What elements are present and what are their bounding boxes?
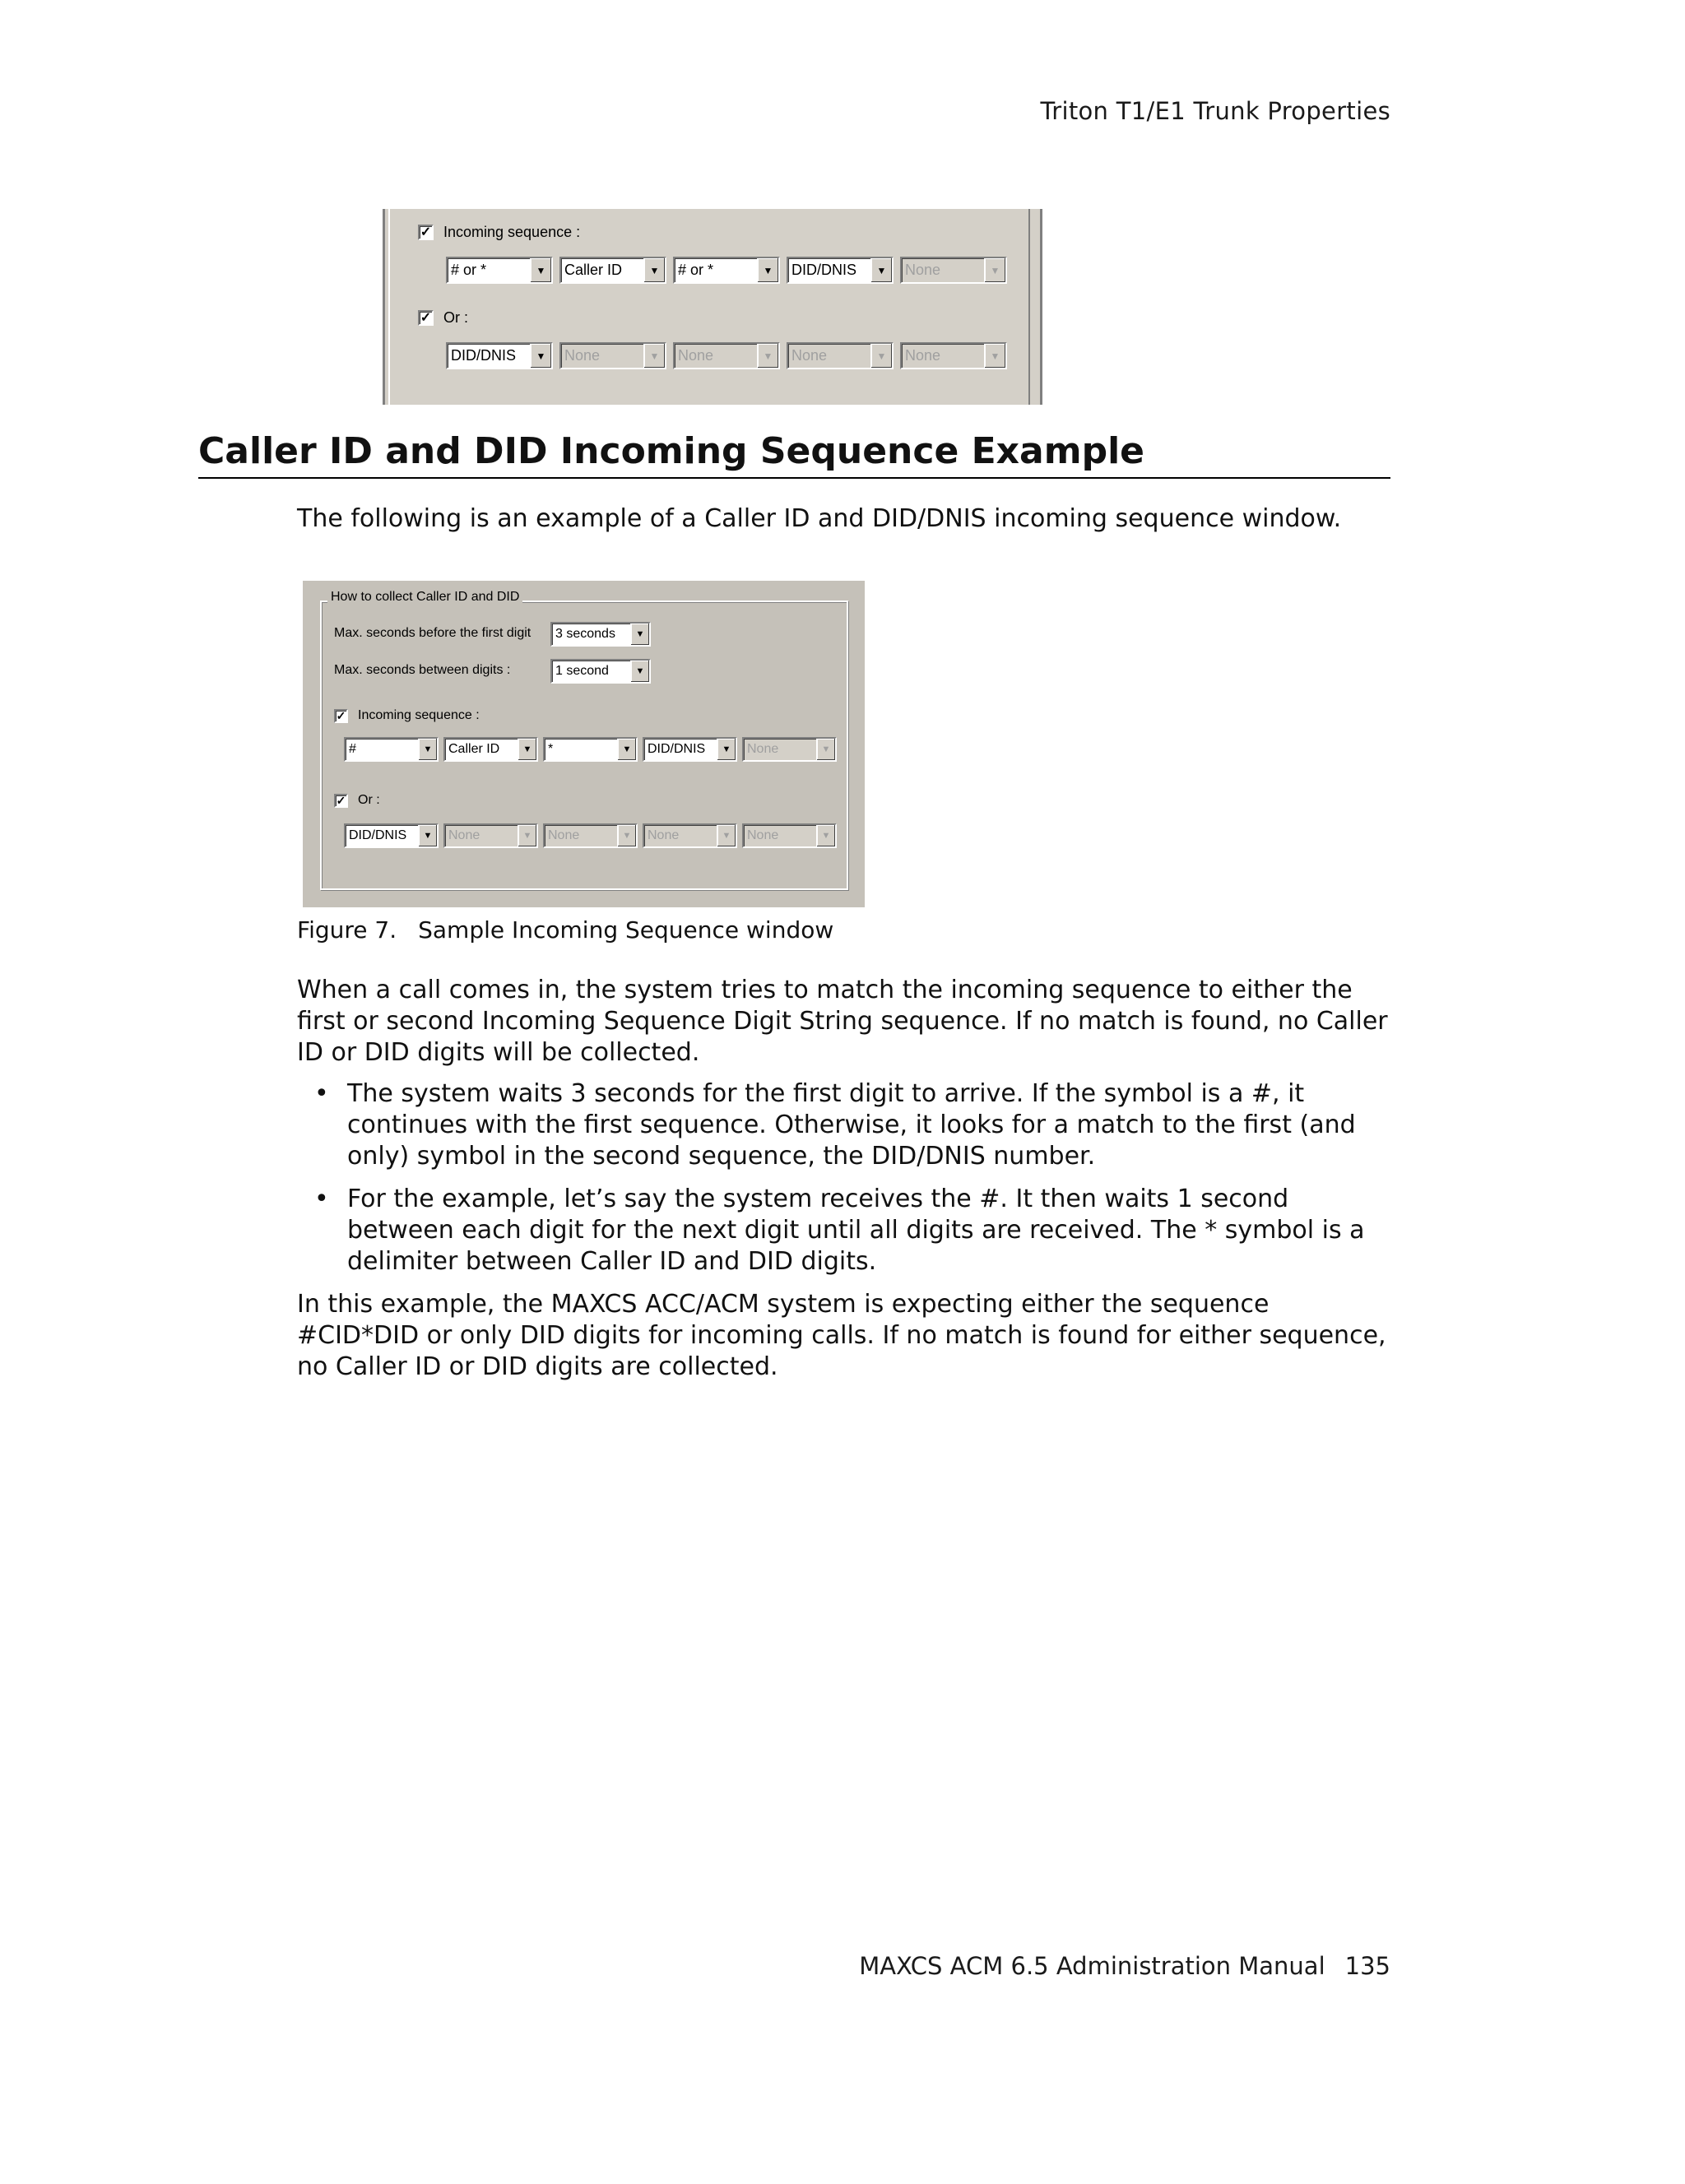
incoming-seq-dropdown-4[interactable]: DID/DNIS ▼ xyxy=(787,257,894,284)
page-footer xyxy=(859,1952,1390,1980)
chevron-down-icon: ▼ xyxy=(630,624,649,645)
first-digit-dropdown[interactable]: 3 seconds ▼ xyxy=(550,622,651,647)
incoming-seq-dropdown-5: None ▼ xyxy=(742,737,837,762)
first-digit-label: Max. seconds before the first digit xyxy=(334,626,531,640)
or-sequence-row xyxy=(334,793,380,808)
incoming-seq-dropdown-5: None ▼ xyxy=(900,257,1007,284)
page-number: 135 xyxy=(1344,1952,1390,1980)
chevron-down-icon: ▼ xyxy=(816,739,835,760)
chevron-down-icon: ▼ xyxy=(530,344,551,368)
chevron-down-icon: ▼ xyxy=(717,825,736,846)
chevron-down-icon: ▼ xyxy=(757,258,778,282)
incoming-seq-dropdown-1[interactable]: # ▼ xyxy=(344,737,439,762)
incoming-sequence-screenshot xyxy=(383,209,1042,405)
groupbox-title: How to collect Caller ID and DID xyxy=(327,590,522,605)
or-seq-dropdown-3: None ▼ xyxy=(673,342,780,369)
list-item: • For the example, let’s say the system receives the #. It then waits 1 second between each digit for the next digit until all digits are received. The * symbol is a delimiter between Caller ID and DID digits. xyxy=(314,1185,1365,1276)
or-seq-dropdown-3: None ▼ xyxy=(543,823,638,848)
chevron-down-icon: ▼ xyxy=(630,661,649,682)
or-seq-dropdown-2: None ▼ xyxy=(559,342,666,369)
chevron-down-icon: ▼ xyxy=(530,258,551,282)
incoming-sequence-row xyxy=(334,708,480,723)
incoming-sequence-label: Incoming sequence : xyxy=(358,708,480,722)
chevron-down-icon: ▼ xyxy=(870,344,892,368)
running-header: Triton T1/E1 Trunk Properties xyxy=(1040,97,1390,125)
list-item: • The system waits 3 seconds for the first digit to arrive. If the symbol is a #, it continues with the first sequence. Otherwise, it looks for a match to the first (and only) symbol in the second sequence, the DID/DNIS number. xyxy=(314,1079,1356,1171)
or-seq-dropdown-5: None ▼ xyxy=(900,342,1007,369)
chevron-down-icon: ▼ xyxy=(870,258,892,282)
figure-number: Figure 7. xyxy=(297,916,397,944)
incoming-sequence-row xyxy=(418,224,580,241)
intro-paragraph: The following is an example of a Caller ID and DID/DNIS incoming sequence window. xyxy=(297,504,1342,533)
bullet-list xyxy=(313,1078,1399,1289)
or-seq-dropdown-2: None ▼ xyxy=(443,823,538,848)
bullet-icon: • xyxy=(314,1185,329,1213)
chevron-down-icon: ▼ xyxy=(617,739,636,760)
chevron-down-icon: ▼ xyxy=(757,344,778,368)
or-sequence-row xyxy=(418,309,468,327)
chevron-down-icon: ▼ xyxy=(717,739,736,760)
or-sequence-label: Or : xyxy=(358,793,380,807)
or-seq-dropdown-4: None ▼ xyxy=(787,342,894,369)
between-digits-label: Max. seconds between digits : xyxy=(334,663,511,677)
incoming-sequence-checkbox[interactable]: ✓ xyxy=(418,225,434,240)
incoming-seq-dropdown-4[interactable]: DID/DNIS ▼ xyxy=(643,737,737,762)
incoming-sequence-checkbox[interactable]: ✓ xyxy=(334,709,348,723)
chevron-down-icon: ▼ xyxy=(518,825,536,846)
example-paragraph: In this example, the MAXCS ACC/ACM system is expecting either the sequence #CID*DID or only DID digits for incoming calls. If no match is found for either sequence, no Caller ID or DID digits are collected. xyxy=(297,1290,1386,1381)
manual-title: MAXCS ACM 6.5 Administration Manual xyxy=(859,1952,1325,1980)
chevron-down-icon: ▼ xyxy=(518,739,536,760)
incoming-seq-dropdown-3[interactable]: # or * ▼ xyxy=(673,257,780,284)
incoming-seq-dropdown-1[interactable]: # or * ▼ xyxy=(446,257,553,284)
chevron-down-icon: ▼ xyxy=(418,825,437,846)
incoming-seq-dropdown-2[interactable]: Caller ID ▼ xyxy=(559,257,666,284)
or-seq-dropdown-1[interactable]: DID/DNIS ▼ xyxy=(344,823,439,848)
sample-incoming-sequence-window xyxy=(303,581,865,907)
chevron-down-icon: ▼ xyxy=(617,825,636,846)
incoming-seq-dropdown-2[interactable]: Caller ID ▼ xyxy=(443,737,538,762)
first-digit-row xyxy=(334,626,531,641)
chevron-down-icon: ▼ xyxy=(643,344,665,368)
chevron-down-icon: ▼ xyxy=(643,258,665,282)
between-digits-row xyxy=(334,663,510,678)
or-sequence-checkbox[interactable]: ✓ xyxy=(334,794,348,808)
incoming-seq-dropdown-3[interactable]: * ▼ xyxy=(543,737,638,762)
or-seq-dropdown-4: None ▼ xyxy=(643,823,737,848)
figure-caption-text: Sample Incoming Sequence window xyxy=(418,916,834,944)
section-heading: Caller ID and DID Incoming Sequence Example xyxy=(198,430,1390,479)
chevron-down-icon: ▼ xyxy=(984,258,1005,282)
match-paragraph: When a call comes in, the system tries to match the incoming sequence to either the first or second Incoming Sequence Digit String sequence. If no match is found, no Caller ID or DID digits will be collected. xyxy=(297,976,1388,1067)
or-seq-dropdown-5: None ▼ xyxy=(742,823,837,848)
bullet-icon: • xyxy=(314,1079,329,1108)
chevron-down-icon: ▼ xyxy=(984,344,1005,368)
chevron-down-icon: ▼ xyxy=(418,739,437,760)
or-sequence-checkbox[interactable]: ✓ xyxy=(418,310,434,326)
between-digits-dropdown[interactable]: 1 second ▼ xyxy=(550,659,651,684)
or-sequence-label: Or : xyxy=(443,309,468,326)
or-seq-dropdown-1[interactable]: DID/DNIS ▼ xyxy=(446,342,553,369)
figure-caption xyxy=(297,916,833,944)
chevron-down-icon: ▼ xyxy=(816,825,835,846)
incoming-sequence-label: Incoming sequence : xyxy=(443,224,581,240)
